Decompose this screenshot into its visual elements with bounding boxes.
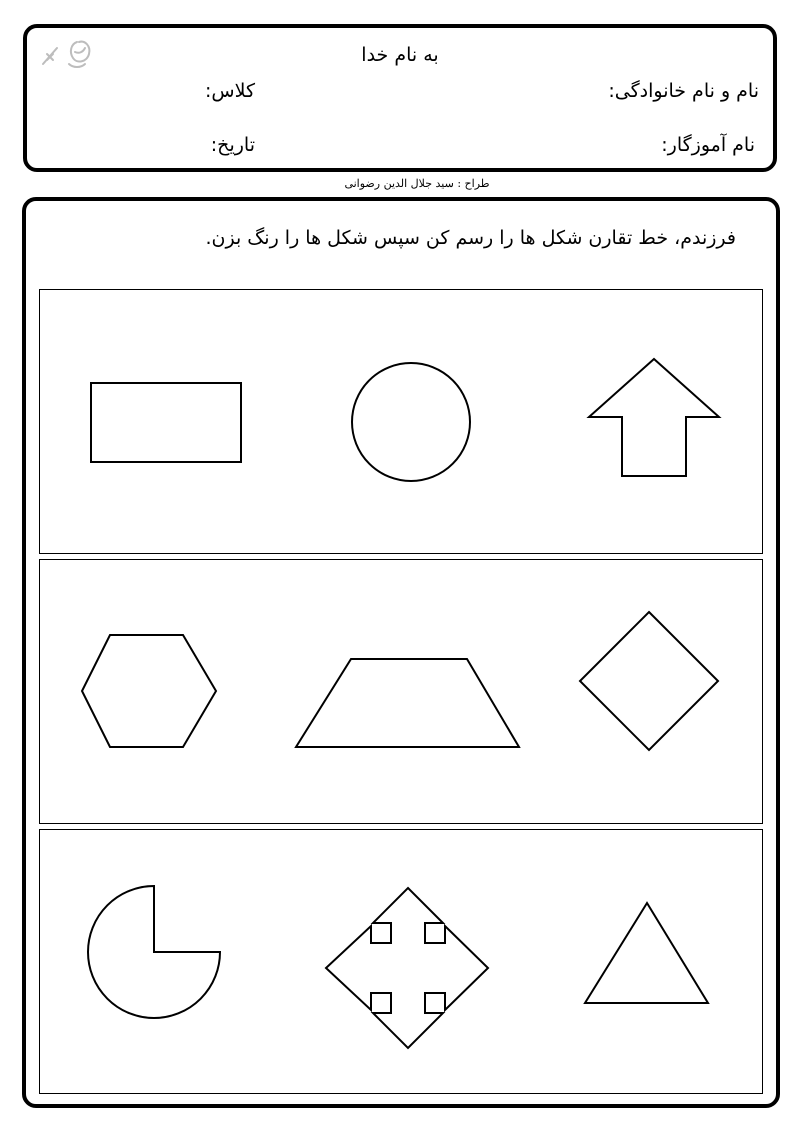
three-quarter-circle-shape [88, 886, 220, 1018]
shape-panel-1-drawing [40, 290, 764, 555]
triangle-shape [585, 903, 708, 1003]
teacher-field-label: نام آموزگار: [661, 134, 755, 156]
shape-panel-2 [39, 559, 763, 824]
page-title: به نام خدا [361, 44, 439, 66]
diamond-shape [580, 612, 718, 750]
name-field-label: نام و نام خانوادگی: [608, 80, 759, 102]
shape-panel-3 [39, 829, 763, 1094]
header-box [23, 24, 777, 172]
worksheet-box [22, 197, 780, 1108]
circle-shape [352, 363, 470, 481]
shape-panel-3-drawing [40, 830, 764, 1095]
shape-panel-1 [39, 289, 763, 554]
date-field-label: تاریخ: [210, 134, 255, 156]
arrow-up-shape [589, 359, 719, 476]
shape-panel-2-drawing [40, 560, 764, 825]
designer-credit: طراح : سید جلال الدین رضوانی [344, 177, 490, 190]
hexagon-shape [82, 635, 216, 747]
instruction-text: فرزندم، خط تقارن شکل ها را رسم کن سپس شکل ها را رنگ بزن. [205, 227, 736, 249]
four-way-arrow-shape [326, 888, 488, 1048]
rectangle-shape [91, 383, 241, 462]
class-field-label: کلاس: [205, 80, 255, 102]
trapezoid-shape [296, 659, 519, 747]
